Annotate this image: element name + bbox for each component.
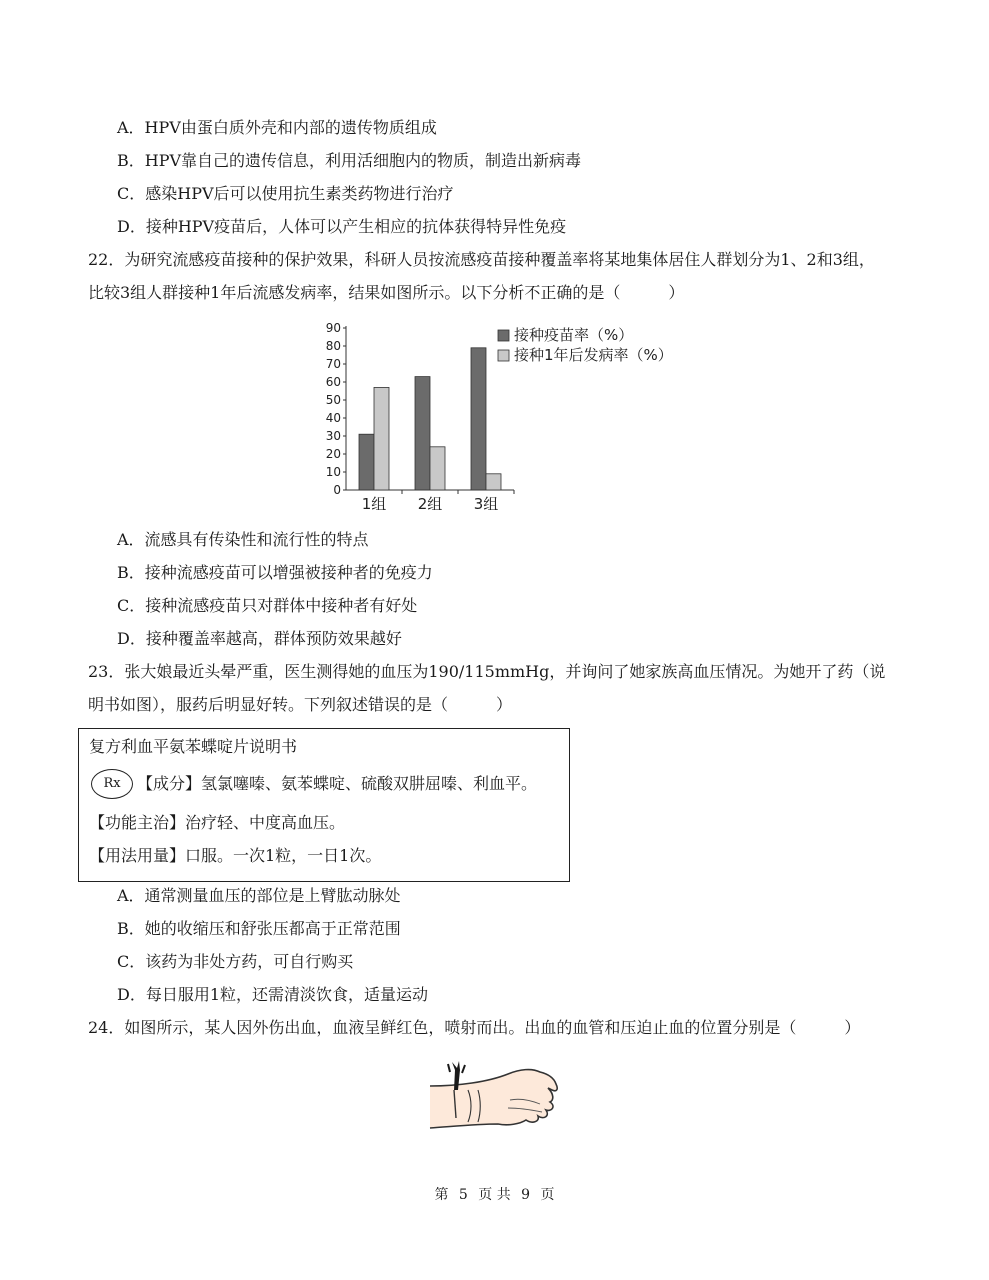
page-footer (0, 1184, 989, 1204)
q21-option-d: D．接种HPV疫苗后，人体可以产生相应的抗体获得特异性免疫 (117, 217, 567, 236)
y-tick-label: 20 (325, 447, 341, 461)
bar-vaccination-rate (359, 434, 374, 490)
footer-page-number: 5 (458, 1187, 468, 1203)
bar-incidence-rate (430, 447, 445, 490)
q21-option-c: C．感染HPV后可以使用抗生素类药物进行治疗 (117, 184, 454, 203)
q22-stem-line2: 比较3组人群接种1年后流感发病率，结果如图所示。以下分析不正确的是（ ） (88, 283, 685, 302)
q23-option-c: C．该药为非处方药，可自行购买 (117, 952, 354, 971)
bar-vaccination-rate (415, 377, 430, 490)
q23-option-b: B．她的收缩压和舒张压都高于正常范围 (117, 919, 401, 938)
y-tick-label: 0 (333, 483, 341, 497)
rx-symbol: Rx (91, 769, 133, 799)
footer-mid: 页 共 (478, 1187, 511, 1203)
q21-option-a: A．HPV由蛋白质外壳和内部的遗传物质组成 (117, 118, 437, 137)
bar-vaccination-rate (471, 348, 486, 490)
y-tick-label: 90 (325, 321, 341, 335)
q23-stem-line2: 明书如图），服药后明显好转。下列叙述错误的是（ ） (88, 695, 513, 714)
q22-option-a: A．流感具有传染性和流行性的特点 (117, 530, 369, 549)
q22-option-b: B．接种流感疫苗可以增强被接种者的免疫力 (117, 563, 433, 582)
legend-label: 接种1年后发病率（%） (514, 346, 673, 364)
footer-total-pages: 9 (521, 1187, 531, 1203)
bar-incidence-rate (486, 474, 501, 490)
y-tick-label: 60 (325, 375, 341, 389)
q23-option-d: D．每日服用1粒，还需清淡饮食，适量运动 (117, 985, 429, 1004)
y-tick-label: 80 (325, 339, 341, 353)
x-tick-label: 2组 (417, 495, 443, 513)
x-tick-label: 1组 (361, 495, 387, 513)
drug-instruction-box (78, 728, 570, 882)
y-tick-label: 40 (325, 411, 341, 425)
drug-ingredients: 【成分】氢氯噻嗪、氨苯蝶啶、硫酸双肼屈嗪、利血平。 (137, 774, 538, 793)
legend-swatch (498, 330, 509, 341)
bleeding-arm-illustration (428, 1060, 563, 1140)
bar-incidence-rate (374, 387, 389, 490)
q23-stem-line1: 23．张大娘最近头晕严重，医生测得她的血压为190/115mmHg，并询问了她家族高血压情况。为她开了药（说 (88, 662, 886, 681)
footer-prefix: 第 (434, 1187, 449, 1203)
y-tick-label: 50 (325, 393, 341, 407)
q22-option-d: D．接种覆盖率越高，群体预防效果越好 (117, 629, 402, 648)
drug-indications: 【功能主治】治疗轻、中度高血压。 (89, 813, 346, 832)
x-tick-label: 3组 (473, 495, 499, 513)
q24-stem-line1: 24．如图所示，某人因外伤出血，血液呈鲜红色，喷射而出。出血的血管和压迫止血的位置分别是（ ） (88, 1018, 861, 1037)
y-tick-label: 70 (325, 357, 341, 371)
legend-swatch (498, 350, 509, 361)
q21-option-b: B．HPV靠自己的遗传信息，利用活细胞内的物质，制造出新病毒 (117, 151, 582, 170)
footer-suffix: 页 (540, 1187, 555, 1203)
q23-option-a: A．通常测量血压的部位是上臂肱动脉处 (117, 886, 401, 905)
bar-chart (300, 318, 720, 518)
drug-title: 复方利血平氨苯蝶啶片说明书 (89, 737, 298, 756)
drug-dosage: 【用法用量】口服。一次1粒，一日1次。 (89, 846, 382, 865)
y-tick-label: 10 (325, 465, 341, 479)
legend-label: 接种疫苗率（%） (514, 326, 634, 344)
q22-stem-line1: 22．为研究流感疫苗接种的保护效果，科研人员按流感疫苗接种覆盖率将某地集体居住人群划分为1、2和3组， (88, 250, 875, 269)
q22-option-c: C．接种流感疫苗只对群体中接种者有好处 (117, 596, 418, 615)
y-tick-label: 30 (325, 429, 341, 443)
